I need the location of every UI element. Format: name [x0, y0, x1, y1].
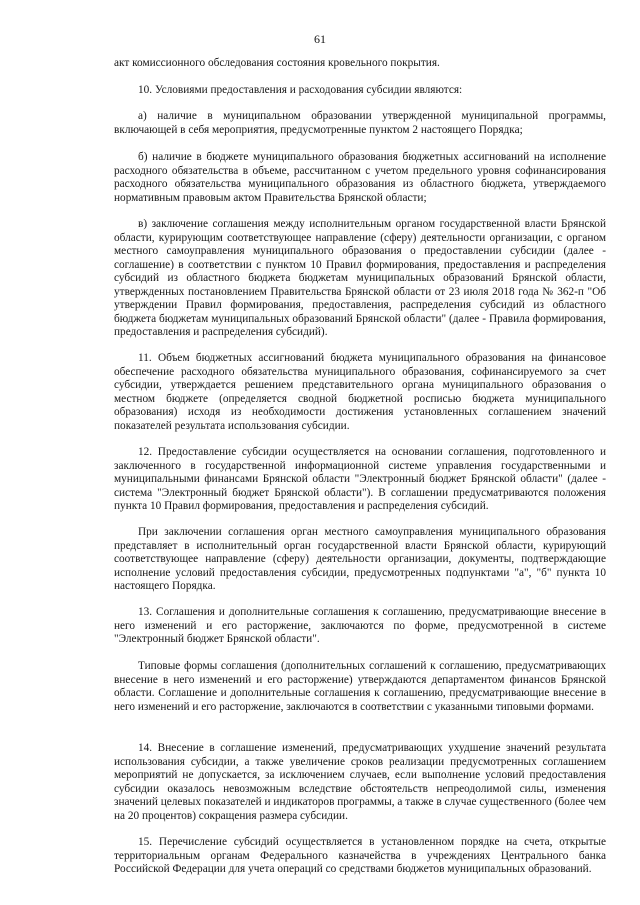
paragraph-13: 13. Соглашения и дополнительные соглашения к соглашению, предусматривающие внесение в него изменений и его расторжение, заключаются по форме, предусмотренной в системе "Электронный бюджет Брянской области".: [114, 606, 606, 645]
paragraph-12: 12. Предоставление субсидии осуществляется на основании соглашения, подготовленного и заключенного в государственной информационной системе управления государственными и муниципальными финансами Брянской области "Электронный бюджет Брянской области" (далее - система "Электронный бюджет Брянской области"). В соглашении предусматриваются положения пункта 10 Правил формирования, предоставления и распределения субсидий.: [114, 446, 606, 512]
paragraph-10v: в) заключение соглашения между исполнительным органом государственной власти Брянской области, курирующим соответствующее направление (сферу) деятельности организации, с органом местного самоуправления муниципального образования о предоставлении субсидии (далее - соглашение) в соответствии с пунктом 10 Правил формирования, предоставления и распределения субсидий из областного бюджета бюджетам муниципальных образований Брянской области, утвержденных постановлением Правительства Брянской области от 23 июля 2018 года № 362-п "Об утверждении Правил формирования, предоставления, распределения субсидий из областного бюджета бюджетам муниципальных образований Брянской области" (далее - Правила формирования, предоставления и распределения субсидий).: [114, 218, 606, 338]
page-number: 61: [314, 32, 326, 46]
paragraph-roof-inspection-act: акт комиссионного обследования состояния кровельного покрытия.: [114, 57, 440, 69]
paragraph-10a: а) наличие в муниципальном образовании утвержденной муниципальной программы, включающей в себя мероприятия, предусмотренные пунктом 2 настоящего Порядка;: [114, 110, 606, 136]
paragraph-13-typical-forms: Типовые формы соглашения (дополнительных соглашений к соглашению, предусматривающих внесение в него изменений и его расторжение) утверждаются департаментом финансов Брянской области. Соглашение и дополнительные соглашения к соглашению, предусматривающие внесение в него изменений и его расторжение, заключаются в соответствии с указанными типовыми формами.: [114, 660, 606, 713]
paragraph-10-heading: 10. Условиями предоставления и расходования субсидии являются:: [138, 84, 463, 96]
paragraph-14: 14. Внесение в соглашение изменений, предусматривающих ухудшение значений результата использования субсидии, а также увеличение сроков реализации предусмотренных соглашением мероприятий не допускается, за исключением случаев, если выполнение условий предоставления субсидии оказалось невозможным вследствие обстоятельств непреодолимой силы, изменения значений целевых показателей и индикаторов программы, а также в случае существенного (более чем на 20 процентов) сокращения размера субсидии.: [114, 742, 606, 822]
paragraph-10b: б) наличие в бюджете муниципального образования бюджетных ассигнований на исполнение расходного обязательства в объеме, рассчитанном с учетом предельного уровня софинансирования расходного обязательства муниципального образования из областного бюджета, утверждаемого нормативным правовым актом Правительства Брянской области;: [114, 151, 606, 204]
paragraph-12-addendum: При заключении соглашения орган местного самоуправления муниципального образования представляет в исполнительный орган государственной власти Брянской области, курирующий соответствующее направление (сферу) деятельности организации, документы, подтверждающие исполнение условий предоставления субсидии, предусмотренных подпунктами "а", "б" пункта 10 настоящего Порядка.: [114, 526, 606, 592]
paragraph-15: 15. Перечисление субсидий осуществляется в установленном порядке на счета, открытые территориальным органам Федерального казначейства в учреждениях Центрального банка Российской Федерации для учета операций со средствами бюджетов муниципальных образований.: [114, 836, 606, 875]
paragraph-11: 11. Объем бюджетных ассигнований бюджета муниципального образования на финансовое обеспечение расходного обязательства муниципального образования, софинансируемого за счет субсидии, утверждается решением представительного органа муниципального образования о местном бюджете (определяется сводной бюджетной росписью бюджета муниципального образования) исходя из необходимости достижения установленных соглашением значений показателей результата использования субсидии.: [114, 352, 606, 432]
